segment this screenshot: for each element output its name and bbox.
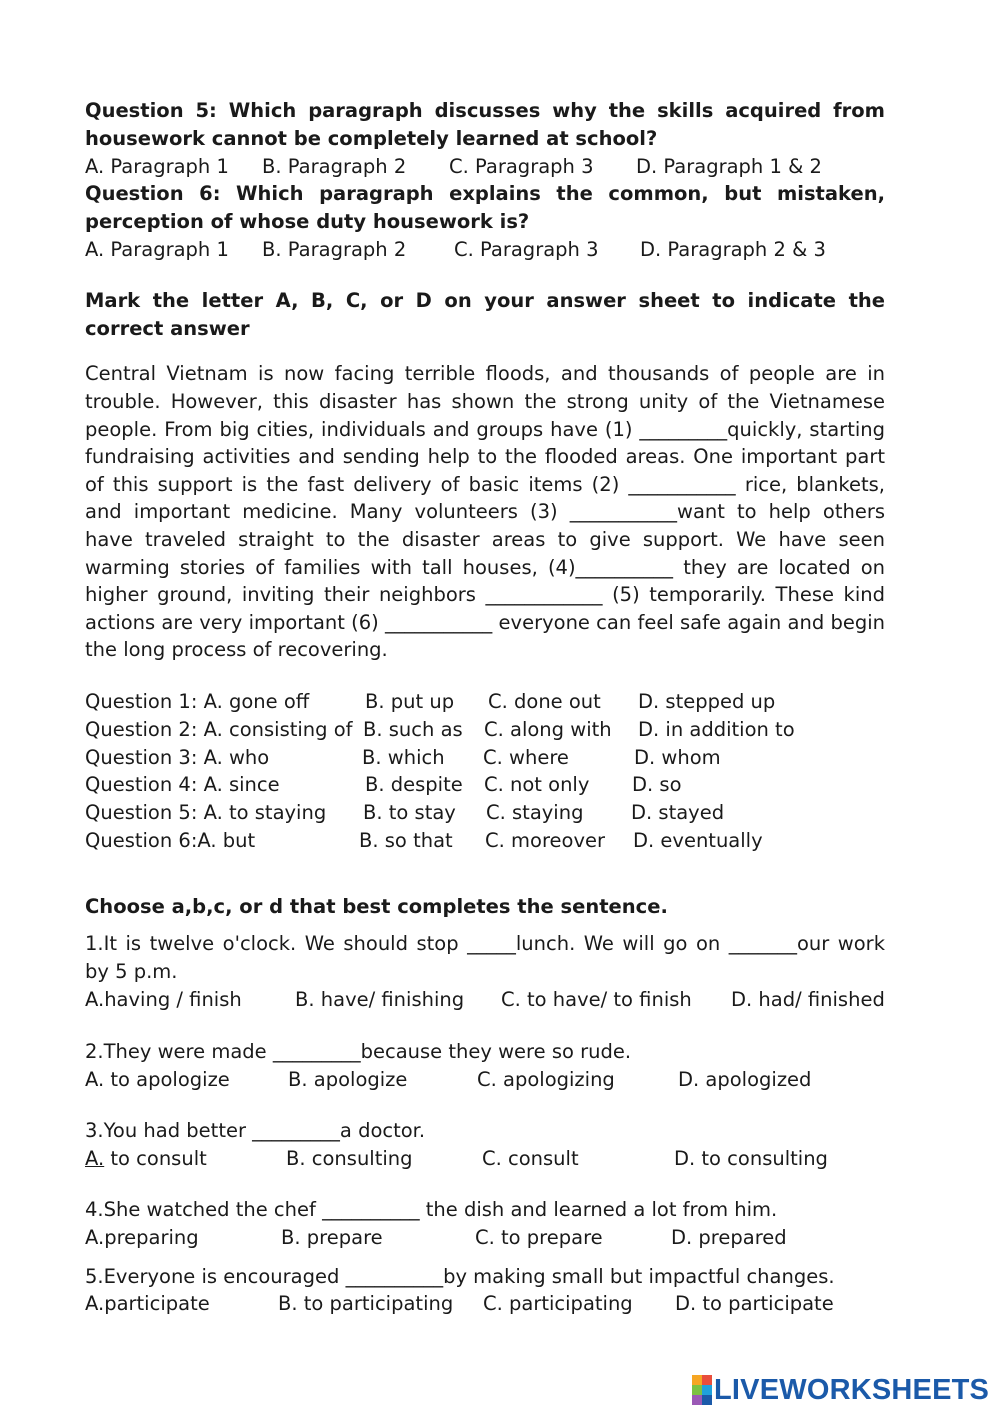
question-option-d[interactable]: D. whom [634, 745, 721, 769]
item-stem: 2.They were made _________because they were so rude. [85, 1039, 632, 1063]
option-c[interactable]: C. to prepare [475, 1225, 603, 1249]
option-d[interactable]: D. prepared [671, 1225, 787, 1249]
question-row [85, 744, 885, 772]
grammar-instruction: Choose a,b,c, or d that best completes the sentence. [85, 894, 668, 918]
question-option-d[interactable]: D. stayed [631, 801, 725, 825]
q6-title: Question 6: Which paragraph explains the common, but mistaken, perception of whose duty housework is? [85, 182, 885, 234]
option-b[interactable]: B. consulting [286, 1147, 413, 1171]
option-b[interactable]: B. prepare [281, 1225, 383, 1249]
option-a[interactable]: A.preparing [85, 1225, 199, 1249]
question-option-c[interactable]: C. staying [486, 801, 584, 825]
question-option-b[interactable]: B. to stay [363, 801, 456, 825]
option-d[interactable]: D. Paragraph 1 & 2 [636, 154, 822, 178]
option-a[interactable]: A. to apologize [85, 1067, 230, 1091]
option-b[interactable]: B. Paragraph 2 [262, 237, 407, 261]
option-a[interactable] [85, 1145, 207, 1173]
question-option-c[interactable]: C. not only [484, 773, 590, 797]
option-text: to consult [104, 1147, 207, 1171]
question-option-b[interactable]: B. which [362, 745, 445, 769]
question-option-c[interactable]: C. done out [488, 689, 601, 713]
question-option-d[interactable]: D. eventually [633, 828, 763, 852]
item-options [85, 1224, 885, 1252]
option-d[interactable]: D. had/ finished [731, 988, 885, 1012]
question-option-a[interactable]: Question 3: A. who [85, 745, 270, 769]
item-stem: 5.Everyone is encouraged __________by making small but impactful changes. [85, 1264, 835, 1288]
item-stem: 4.She watched the chef __________ the dish and learned a lot from him. [85, 1198, 778, 1222]
option-c[interactable]: C. to have/ to finish [501, 988, 692, 1012]
question-option-c[interactable]: C. moreover [485, 828, 606, 852]
option-c[interactable]: C. consult [482, 1147, 579, 1171]
answer-letter: A. [85, 1147, 105, 1171]
question-row [85, 716, 885, 744]
question-option-a[interactable]: Question 6:A. but [85, 828, 256, 852]
option-d[interactable]: D. apologized [678, 1067, 812, 1091]
option-c[interactable]: C. participating [483, 1292, 633, 1316]
option-a[interactable]: A. Paragraph 1 [85, 154, 229, 178]
option-b[interactable]: B. Paragraph 2 [262, 154, 407, 178]
logo-icon [692, 1375, 712, 1405]
question-option-a[interactable]: Question 5: A. to staying [85, 801, 327, 825]
option-a[interactable]: A. Paragraph 1 [85, 237, 229, 261]
q5-title: Question 5: Which paragraph discusses why the skills acquired from housework cannot be completely learned at school? [85, 99, 885, 150]
option-a[interactable]: A.having / finish [85, 988, 242, 1012]
question-row [85, 827, 885, 855]
question-option-a[interactable]: Question 2: A. consisting of [85, 717, 353, 741]
item-options [85, 1145, 885, 1173]
cloze-questions [85, 688, 885, 855]
grammar-item [85, 1263, 885, 1319]
grammar-item [85, 930, 885, 1013]
item-options [85, 986, 885, 1014]
item-stem: 1.It is twelve o'clock. We should stop _____lunch. We will go on _______our work by 5 p.m. [85, 932, 885, 984]
option-d[interactable]: D. to consulting [674, 1147, 828, 1171]
logo-text: LIVEWORKSHEETS [714, 1373, 990, 1406]
grammar-item [85, 1196, 885, 1252]
item-stem: 3.You had better _________a doctor. [85, 1119, 426, 1143]
option-b[interactable]: B. have/ finishing [295, 988, 465, 1012]
q5-options [85, 153, 885, 181]
option-d[interactable]: D. to participate [675, 1292, 834, 1316]
q6-options [85, 236, 885, 264]
option-c[interactable]: C. Paragraph 3 [449, 154, 594, 178]
question-option-a[interactable]: Question 4: A. since [85, 773, 280, 797]
question-option-b[interactable]: B. such as [363, 717, 463, 741]
cloze-instruction: Mark the letter A, B, C, or D on your answer sheet to indicate the correct answer [85, 288, 885, 340]
option-d[interactable]: D. Paragraph 2 & 3 [640, 237, 826, 261]
question-option-b[interactable]: B. put up [365, 689, 455, 713]
grammar-item [85, 1117, 885, 1173]
item-options [85, 1290, 885, 1318]
option-c[interactable]: C. Paragraph 3 [454, 237, 599, 261]
worksheet-page [85, 97, 885, 1318]
option-b[interactable]: B. apologize [288, 1067, 408, 1091]
question-option-d[interactable]: D. so [632, 773, 682, 797]
question-row [85, 688, 885, 716]
question-option-b[interactable]: B. despite [365, 773, 463, 797]
option-c[interactable]: C. apologizing [477, 1067, 615, 1091]
grammar-item [85, 1038, 885, 1094]
option-a[interactable]: A.participate [85, 1292, 210, 1316]
question-option-a[interactable]: Question 1: A. gone off [85, 689, 310, 713]
option-b[interactable]: B. to participating [278, 1292, 454, 1316]
question-row [85, 771, 885, 799]
liveworksheets-logo [692, 1374, 989, 1406]
item-options [85, 1066, 885, 1094]
question-option-c[interactable]: C. where [483, 745, 569, 769]
question-option-b[interactable]: B. so that [359, 828, 453, 852]
question-option-c[interactable]: C. along with [484, 717, 612, 741]
cloze-passage: Central Vietnam is now facing terrible floods, and thousands of people are in trouble. However, this disaster has shown the strong unity of the Vietnamese people. From big cities, individuals and groups have (1) _________quickly, starting fundraising activities and sending help to the flooded areas. One important part of this support is the fast delivery of basic items (2) ___________ rice, blankets, and important medicine. Many volunteers (3) ___________want to help others have traveled straight to the disaster areas to give support. We have seen warming stories of families with tall houses, (4)__________ they are located on higher ground, inviting their neighbors ____________ (5) temporarily. These kind actions are very important (6) ___________ everyone can feel safe again and begin the long process of recovering. [85, 362, 885, 662]
question-option-d[interactable]: D. in addition to [638, 717, 795, 741]
question-row [85, 799, 885, 827]
question-option-d[interactable]: D. stepped up [638, 689, 776, 713]
